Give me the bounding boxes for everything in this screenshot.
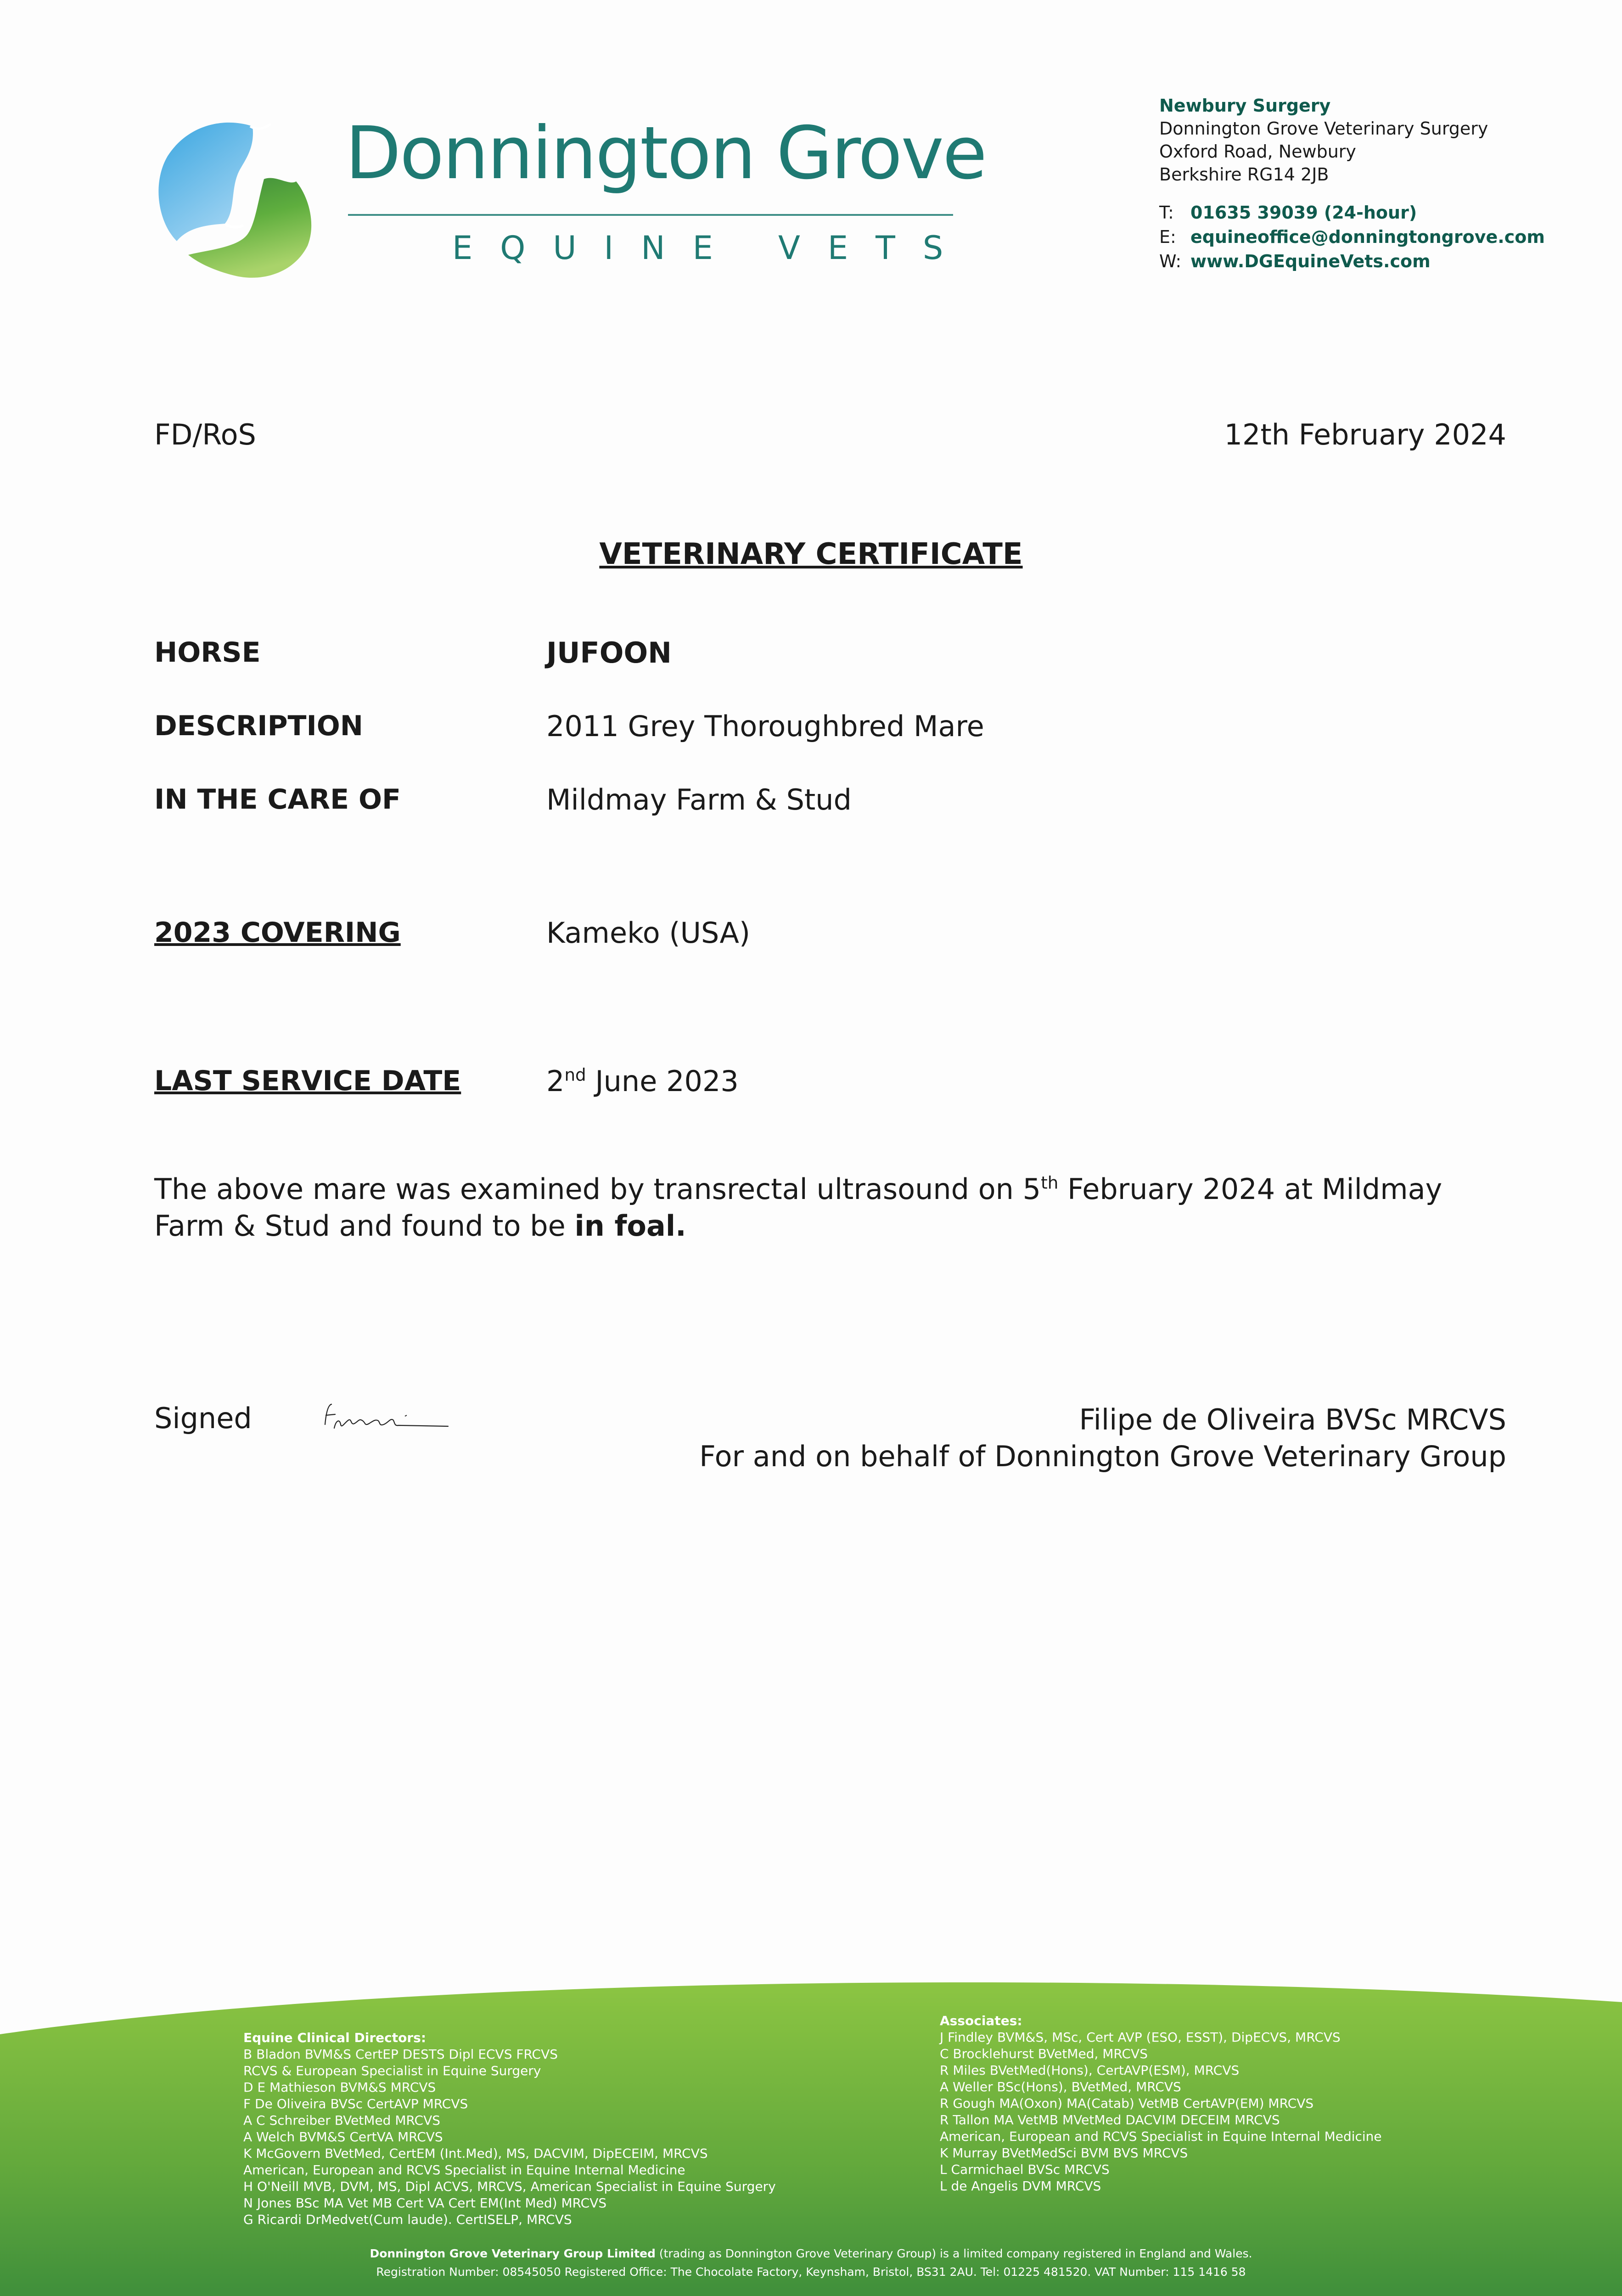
phone-number: 01635 39039 (24-hour) bbox=[1190, 203, 1417, 223]
director-entry: G Ricardi DrMedvet(Cum laude). CertISELP, MRCVS bbox=[243, 2212, 572, 2227]
letter-date: 12th February 2024 bbox=[1224, 418, 1506, 451]
email-label: E: bbox=[1159, 227, 1176, 247]
certificate-title: VETERINARY CERTIFICATE bbox=[599, 537, 1023, 571]
director-entry: F De Oliveira BVSc CertAVP MRCVS bbox=[243, 2096, 468, 2111]
associate-entry: C Brocklehurst BVetMed, MRCVS bbox=[940, 2046, 1148, 2061]
associate-entry: L Carmichael BVSc MRCVS bbox=[940, 2162, 1110, 2177]
associate-entry: A Weller BSc(Hons), BVetMed, MRCVS bbox=[940, 2079, 1181, 2094]
covering-value: Kameko (USA) bbox=[546, 916, 751, 950]
signatory-block bbox=[699, 1401, 1506, 1475]
associates-title: Associates: bbox=[940, 2013, 1022, 2028]
service-day-suffix: nd bbox=[564, 1064, 586, 1085]
paragraph-conclusion: in foal. bbox=[574, 1209, 686, 1243]
service-date-label: LAST SERVICE DATE bbox=[154, 1065, 461, 1097]
director-entry: D E Mathieson BVM&S MRCVS bbox=[243, 2080, 436, 2095]
examination-paragraph bbox=[154, 1171, 1509, 1244]
director-entry: K McGovern BVetMed, CertEM (Int.Med), MS, DACVIM, DipECEIM, MRCVS bbox=[243, 2146, 708, 2161]
director-entry: H O'Neill MVB, DVM, MS, Dipl ACVS, MRCVS, American Specialist in Equine Surgery bbox=[243, 2179, 776, 2194]
phone-label: T: bbox=[1159, 203, 1174, 223]
paragraph-suffix: th bbox=[1041, 1172, 1059, 1193]
logo-divider bbox=[348, 214, 953, 216]
logo-subtitle: EQUINE VETS bbox=[452, 229, 971, 267]
associate-entry: R Tallon MA VetMB MVetMed DACVIM DECEIM MRCVS bbox=[940, 2112, 1280, 2127]
director-entry: N Jones BSc MA Vet MB Cert VA Cert EM(Int Med) MRCVS bbox=[243, 2195, 607, 2211]
logo-name: Donnington Grove bbox=[345, 111, 986, 196]
letter-reference: FD/RoS bbox=[154, 418, 256, 451]
signed-label: Signed bbox=[154, 1401, 252, 1435]
signatory-behalf: For and on behalf of Donnington Grove Veterinary Group bbox=[699, 1440, 1506, 1473]
phone-row bbox=[1159, 201, 1545, 225]
associate-entry: R Gough MA(Oxon) MA(Catab) VetMB CertAVP(EM) MRCVS bbox=[940, 2096, 1314, 2111]
director-entry: RCVS & European Specialist in Equine Surgery bbox=[243, 2063, 541, 2078]
associate-entry: L de Angelis DVM MRCVS bbox=[940, 2178, 1101, 2194]
associate-entry: R Miles BVetMed(Hons), CertAVP(ESM), MRCVS bbox=[940, 2063, 1240, 2078]
legal-line-2: Registration Number: 08545050 Registered Office: The Chocolate Factory, Keynsham, Bristol, BS31 2AU. Tel: 01225 481520. VAT Number: 115 1416 58 bbox=[376, 2265, 1246, 2279]
address-line: Donnington Grove Veterinary Surgery bbox=[1159, 118, 1488, 139]
web-label: W: bbox=[1159, 251, 1182, 271]
company-registration: (trading as Donnington Grove Veterinary Group) is a limited company registered in England and Wales. bbox=[655, 2247, 1252, 2260]
care-value: Mildmay Farm & Stud bbox=[546, 783, 852, 816]
signature-image bbox=[321, 1396, 450, 1442]
email-link[interactable]: equineoffice@donningtongrove.com bbox=[1190, 227, 1545, 247]
signatory-name: Filipe de Oliveira BVSc MRCVS bbox=[1079, 1403, 1506, 1436]
contact-details bbox=[1159, 201, 1545, 274]
directors-list bbox=[243, 2030, 776, 2228]
email-row bbox=[1159, 225, 1545, 249]
legal-line-1 bbox=[0, 2245, 1622, 2263]
address-line: Oxford Road, Newbury bbox=[1159, 141, 1356, 162]
directors-title: Equine Clinical Directors: bbox=[243, 2030, 427, 2045]
associate-entry: K Murray BVetMedSci BVM BVS MRCVS bbox=[940, 2145, 1188, 2161]
web-row bbox=[1159, 249, 1545, 274]
director-entry: B Bladon BVM&S CertEP DESTS Dipl ECVS FRCVS bbox=[243, 2047, 558, 2062]
service-date-value bbox=[546, 1064, 739, 1098]
care-label: IN THE CARE OF bbox=[154, 783, 401, 816]
legal-notice bbox=[0, 2245, 1622, 2281]
service-month-year: June 2023 bbox=[586, 1064, 739, 1098]
director-entry: A Welch BVM&S CertVA MRCVS bbox=[243, 2129, 443, 2144]
logo-mark bbox=[156, 117, 317, 280]
covering-label: 2023 COVERING bbox=[154, 917, 401, 949]
description-value: 2011 Grey Thoroughbred Mare bbox=[546, 709, 984, 743]
paragraph-text: February 2024 at Mildmay Farm & Stud and found to be bbox=[154, 1172, 1442, 1243]
director-entry: American, European and RCVS Specialist in Equine Internal Medicine bbox=[243, 2162, 685, 2178]
surgery-address bbox=[1159, 94, 1488, 186]
address-title: Newbury Surgery bbox=[1159, 96, 1331, 116]
description-label: DESCRIPTION bbox=[154, 710, 364, 742]
website-link[interactable]: www.DGEquineVets.com bbox=[1190, 251, 1431, 271]
horse-label: HORSE bbox=[154, 636, 261, 669]
service-day: 2 bbox=[546, 1064, 565, 1098]
horse-value: JUFOON bbox=[546, 636, 672, 670]
address-line: Berkshire RG14 2JB bbox=[1159, 164, 1329, 185]
associates-list bbox=[940, 2013, 1382, 2195]
paragraph-text: The above mare was examined by transrectal ultrasound on 5 bbox=[154, 1172, 1041, 1206]
director-entry: A C Schreiber BVetMed MRCVS bbox=[243, 2113, 441, 2128]
company-name: Donnington Grove Veterinary Group Limited bbox=[370, 2247, 656, 2260]
associate-entry: J Findley BVM&S, MSc, Cert AVP (ESO, ESST), DipECVS, MRCVS bbox=[940, 2030, 1341, 2045]
associate-entry: American, European and RCVS Specialist in Equine Internal Medicine bbox=[940, 2129, 1382, 2144]
